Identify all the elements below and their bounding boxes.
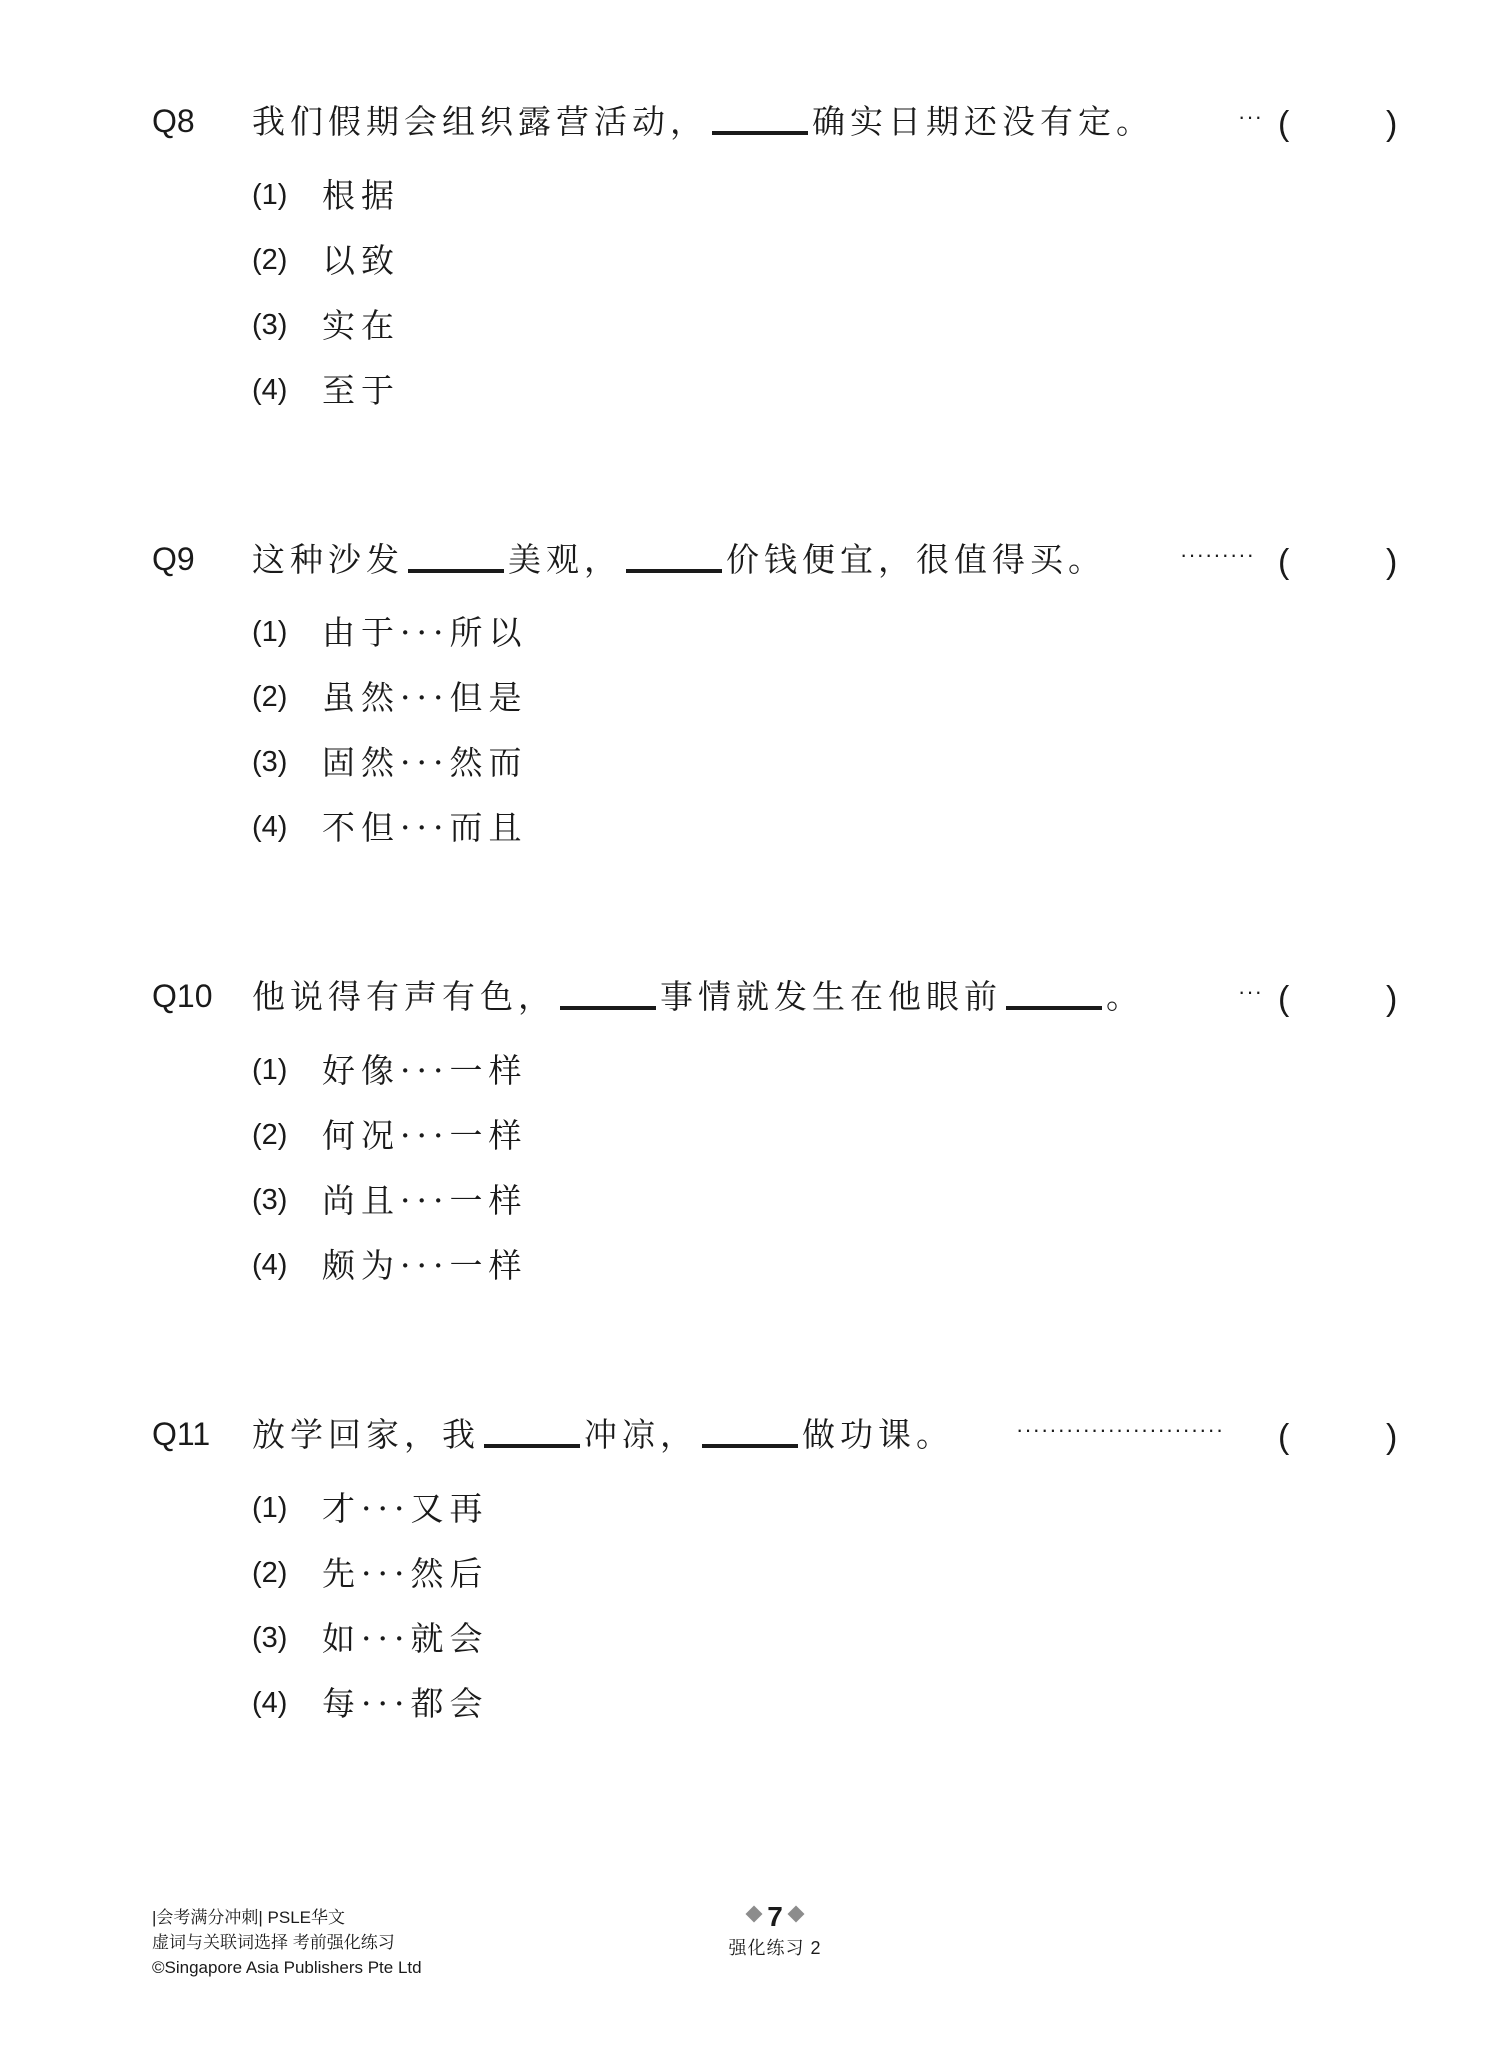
answer-blank [1006, 1006, 1102, 1010]
option-marker: (4) [252, 374, 288, 406]
footer-book-info [152, 1905, 422, 1980]
answer-paren-close: ) [1386, 980, 1398, 1018]
option-marker: (1) [252, 1492, 288, 1524]
option-2[interactable] [0, 1111, 800, 1161]
option-text: 实在 [322, 306, 400, 345]
option-marker: (3) [252, 1184, 288, 1216]
text-segment: 我们假期会组织露营活动， [252, 102, 708, 141]
option-marker: (3) [252, 746, 288, 778]
question-text [252, 97, 1154, 147]
option-text: 好像···一样 [322, 1051, 528, 1090]
option-text: 以致 [322, 241, 400, 280]
answer-box[interactable] [1296, 1416, 1380, 1456]
text-segment: 这种沙发 [252, 540, 404, 579]
dot-leader: ··· [1238, 104, 1263, 129]
option-3[interactable] [0, 738, 800, 788]
answer-paren-close: ) [1386, 543, 1398, 581]
option-text: 至于 [322, 371, 400, 410]
answer-paren-close: ) [1386, 105, 1398, 143]
option-1[interactable] [0, 1046, 800, 1096]
page-number-row [700, 1900, 850, 1934]
option-1[interactable] [0, 1484, 800, 1534]
text-segment: 冲凉， [584, 1415, 698, 1454]
page-number: 7 [767, 1901, 783, 1932]
option-text: 才···又再 [322, 1489, 489, 1528]
question-stem [0, 97, 1498, 147]
question-text [252, 1410, 954, 1460]
answer-blank [702, 1444, 798, 1448]
option-text: 由于···所以 [322, 613, 528, 652]
option-marker: (2) [252, 1119, 288, 1151]
option-text: 如···就会 [322, 1619, 489, 1658]
option-2[interactable] [0, 673, 800, 723]
text-segment: 做功课。 [802, 1415, 954, 1454]
question-number: Q8 [152, 103, 195, 139]
question-stem [0, 1410, 1498, 1460]
option-3[interactable] [0, 301, 800, 351]
dot-leader: ········· [1180, 542, 1255, 567]
option-marker: (2) [252, 1557, 288, 1589]
question-stem [0, 535, 1498, 585]
option-text: 尚且···一样 [322, 1181, 528, 1220]
question-text [252, 535, 1106, 585]
option-text: 虽然···但是 [322, 678, 528, 717]
option-marker: (4) [252, 1249, 288, 1281]
option-4[interactable] [0, 366, 800, 416]
option-1[interactable] [0, 608, 800, 658]
option-1[interactable] [0, 171, 800, 221]
option-3[interactable] [0, 1614, 800, 1664]
book-title: 虚词与关联词选择 考前强化练习 [152, 1933, 395, 1952]
diamond-icon [787, 1906, 804, 1923]
option-marker: (2) [252, 244, 288, 276]
option-text: 何况···一样 [322, 1116, 528, 1155]
diamond-icon [746, 1906, 763, 1923]
series-title: |会考满分冲刺| PSLE华文 [152, 1908, 346, 1927]
answer-blank [560, 1006, 656, 1010]
copyright: ©Singapore Asia Publishers Pte Ltd [152, 1958, 422, 1977]
text-segment: 。 [1106, 977, 1144, 1016]
answer-box[interactable] [1296, 541, 1380, 581]
answer-box[interactable] [1296, 978, 1380, 1018]
question-number: Q9 [152, 541, 195, 577]
section-label: 强化练习 2 [728, 1938, 822, 1958]
option-marker: (2) [252, 681, 288, 713]
question-stem [0, 972, 1498, 1022]
answer-blank [626, 569, 722, 573]
option-marker: (1) [252, 616, 288, 648]
option-text: 根据 [322, 176, 400, 215]
answer-blank [712, 131, 808, 135]
dot-leader: ··· [1238, 979, 1263, 1004]
question-text [252, 972, 1144, 1022]
option-text: 不但···而且 [322, 808, 528, 847]
option-4[interactable] [0, 803, 800, 853]
option-text: 颇为···一样 [322, 1246, 528, 1285]
option-text: 每···都会 [322, 1684, 489, 1723]
answer-paren-open: ( [1278, 980, 1290, 1018]
option-text: 先···然后 [322, 1554, 489, 1593]
option-2[interactable] [0, 1549, 800, 1599]
answer-blank [408, 569, 504, 573]
option-2[interactable] [0, 236, 800, 286]
text-segment: 价钱便宜，很值得买。 [726, 540, 1106, 579]
answer-paren-open: ( [1278, 105, 1290, 143]
question-number: Q11 [152, 1416, 211, 1452]
option-text: 固然···然而 [322, 743, 528, 782]
option-marker: (1) [252, 179, 288, 211]
answer-paren-open: ( [1278, 1418, 1290, 1456]
option-marker: (4) [252, 1687, 288, 1719]
option-3[interactable] [0, 1176, 800, 1226]
answer-paren-close: ) [1386, 1418, 1398, 1456]
option-marker: (3) [252, 1622, 288, 1654]
text-segment: 美观， [508, 540, 622, 579]
footer-page-info [700, 1900, 850, 1960]
text-segment: 放学回家，我 [252, 1415, 480, 1454]
option-4[interactable] [0, 1241, 800, 1291]
question-number: Q10 [152, 978, 213, 1014]
option-marker: (1) [252, 1054, 288, 1086]
option-4[interactable] [0, 1679, 800, 1729]
text-segment: 事情就发生在他眼前 [660, 977, 1002, 1016]
dot-leader: ························· [1016, 1417, 1225, 1442]
text-segment: 确实日期还没有定。 [812, 102, 1154, 141]
answer-box[interactable] [1296, 103, 1380, 143]
answer-blank [484, 1444, 580, 1448]
answer-paren-open: ( [1278, 543, 1290, 581]
option-marker: (3) [252, 309, 288, 341]
option-marker: (4) [252, 811, 288, 843]
text-segment: 他说得有声有色， [252, 977, 556, 1016]
